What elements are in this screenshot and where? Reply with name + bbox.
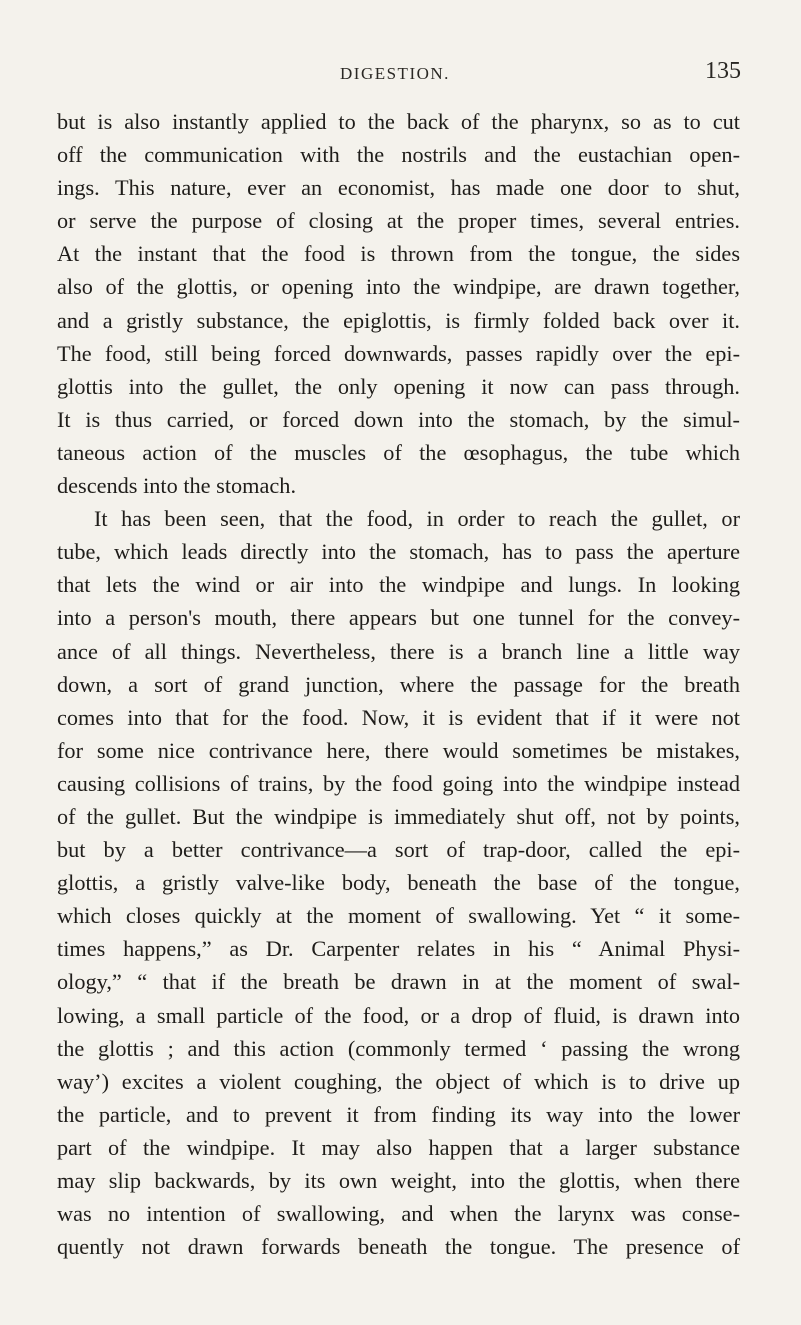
- text-line: the glottis ; and this action (commonly termed ‘ passing the wrong: [57, 1035, 740, 1061]
- text-line: taneous action of the muscles of the œsophagus, the tube which: [57, 439, 740, 465]
- text-line: way’) excites a violent coughing, the object of which is to drive up: [57, 1068, 740, 1094]
- text-line: lowing, a small particle of the food, or a drop of fluid, is drawn into: [57, 1002, 740, 1028]
- text-line: or serve the purpose of closing at the proper times, several entries.: [57, 208, 740, 234]
- text-line: times happens,” as Dr. Carpenter relates in his “ Animal Physi-: [57, 936, 740, 962]
- text-line: ance of all things. Nevertheless, there is a branch line a little way: [57, 638, 740, 664]
- body-text: [57, 105, 740, 1263]
- text-line: part of the windpipe. It may also happen that a larger substance: [57, 1134, 740, 1160]
- text-line: off the communication with the nostrils and the eustachian open-: [57, 142, 740, 168]
- text-line: At the instant that the food is thrown from the tongue, the sides: [57, 241, 740, 267]
- text-line: but is also instantly applied to the back of the pharynx, so as to cut: [57, 109, 740, 134]
- text-line: the particle, and to prevent it from finding its way into the lower: [57, 1101, 740, 1127]
- text-line: glottis into the gullet, the only opening it now can pass through.: [57, 373, 740, 399]
- text-line: tube, which leads directly into the stomach, has to pass the aperture: [57, 539, 740, 565]
- running-title: DIGESTION.: [340, 64, 450, 83]
- text-line: comes into that for the food. Now, it is evident that if it were not: [57, 704, 740, 730]
- text-line: It is thus carried, or forced down into the stomach, by the simul-: [57, 406, 740, 432]
- text-line: of the gullet. But the windpipe is immediately shut off, not by points,: [57, 803, 740, 829]
- text-line: for some nice contrivance here, there would sometimes be mistakes,: [57, 737, 740, 763]
- text-line: descends into the stomach.: [57, 473, 297, 499]
- text-line: causing collisions of trains, by the food going into the windpipe instead: [57, 770, 740, 796]
- running-head: [0, 58, 801, 92]
- text-line: glottis, a gristly valve-like body, beneath the base of the tongue,: [57, 870, 740, 896]
- text-line: into a person's mouth, there appears but one tunnel for the convey-: [57, 605, 740, 631]
- text-line: may slip backwards, by its own weight, into the glottis, when there: [57, 1168, 740, 1193]
- text-line: but by a better contrivance—a sort of trap-door, called the epi-: [57, 837, 740, 863]
- text-line: The food, still being forced downwards, passes rapidly over the epi-: [57, 340, 740, 366]
- paragraph-first-line: It has been seen, that the food, in order to reach the gullet, or: [94, 506, 740, 532]
- page-number: 135: [705, 58, 741, 84]
- text-line: and a gristly substance, the epiglottis, is firmly folded back over it.: [57, 307, 740, 333]
- text-line: ology,” “ that if the breath be drawn in at the moment of swal-: [57, 969, 740, 995]
- text-line: down, a sort of grand junction, where the passage for the breath: [57, 671, 740, 697]
- text-line: was no intention of swallowing, and when the larynx was conse-: [57, 1201, 740, 1227]
- text-line: that lets the wind or air into the windpipe and lungs. In looking: [57, 572, 740, 598]
- text-line: which closes quickly at the moment of swallowing. Yet “ it some-: [57, 903, 740, 929]
- text-line: quently not drawn forwards beneath the tongue. The presence of: [57, 1234, 740, 1260]
- text-line: also of the glottis, or opening into the windpipe, are drawn together,: [57, 274, 740, 300]
- text-line: ings. This nature, ever an economist, has made one door to shut,: [57, 175, 740, 201]
